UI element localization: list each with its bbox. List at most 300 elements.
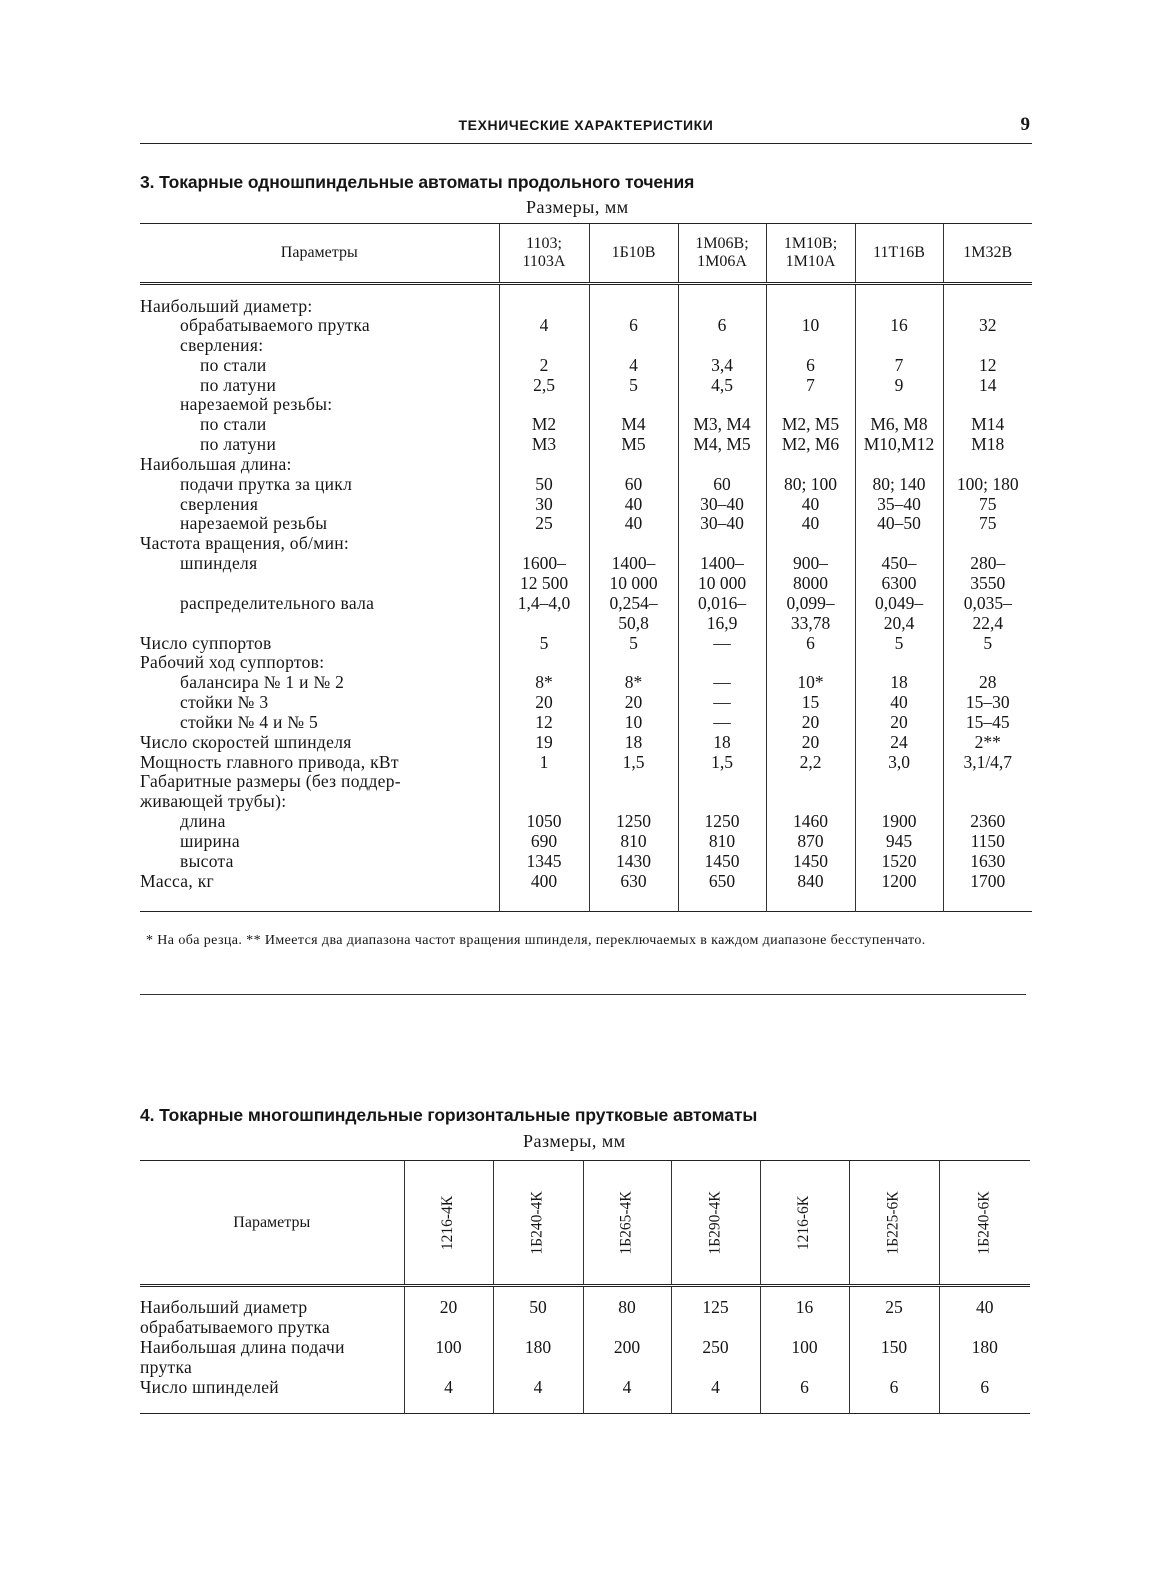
table-cell <box>499 772 589 792</box>
table-cell: 6300 <box>855 574 943 594</box>
table-cell: 1 <box>499 753 589 773</box>
table-cell <box>499 395 589 415</box>
table3-row <box>140 753 1032 773</box>
table-cell: 8000 <box>766 574 855 594</box>
table-cell: 650 <box>678 872 766 912</box>
table-cell: 2360 <box>943 812 1032 832</box>
table-cell: 20 <box>404 1286 493 1338</box>
table-cell <box>499 792 589 812</box>
table-cell <box>499 336 589 356</box>
table4-col-label: 1Б265-4К <box>618 1190 635 1255</box>
table3-row <box>140 733 1032 753</box>
table3-row <box>140 554 1032 574</box>
table-cell <box>766 336 855 356</box>
table-cell: 2 <box>499 356 589 376</box>
table4-header-row <box>140 1161 1030 1286</box>
table-cell <box>589 455 678 475</box>
table3-col-header <box>499 224 589 284</box>
table-cell: 18 <box>855 673 943 693</box>
row-label: Габаритные размеры (без поддер- <box>140 771 401 792</box>
table3-param-header: Параметры <box>140 224 499 284</box>
table-cell: 180 <box>493 1337 583 1377</box>
table-cell <box>943 534 1032 554</box>
table3-col-header <box>766 224 855 284</box>
table-cell <box>855 395 943 415</box>
table-cell <box>766 284 855 317</box>
table-cell: 25 <box>499 514 589 534</box>
table3-row <box>140 534 1032 554</box>
row-label: по латуни <box>200 434 277 455</box>
table3-row <box>140 634 1032 654</box>
table-cell: 80; 100 <box>766 475 855 495</box>
table-cell: 690 <box>499 832 589 852</box>
row-label: ширина <box>180 830 240 851</box>
table3-row <box>140 852 1032 872</box>
table3-header-row <box>140 224 1032 284</box>
table-cell <box>589 336 678 356</box>
table-cell <box>678 336 766 356</box>
table-cell <box>499 284 589 317</box>
table-cell: 10 <box>766 316 855 336</box>
table-cell: М3, М4 <box>678 415 766 435</box>
row-label: Наибольшая длина: <box>140 453 292 474</box>
table-cell: 1430 <box>589 852 678 872</box>
table-cell <box>766 455 855 475</box>
table-cell: 15 <box>766 693 855 713</box>
table-cell: 40–50 <box>855 514 943 534</box>
table-cell: — <box>678 634 766 654</box>
table-cell: 1150 <box>943 832 1032 852</box>
table4-body <box>140 1286 1030 1414</box>
row-label: по стали <box>200 414 267 435</box>
table3-row <box>140 693 1032 713</box>
table3-col-header-line: 1Б10В <box>611 244 656 261</box>
table-cell: 40 <box>589 495 678 515</box>
table-cell: 1400– <box>589 554 678 574</box>
row-label: Наибольший диаметр обрабатываемого прутка <box>140 1297 330 1337</box>
row-label: подачи прутка за цикл <box>180 473 353 494</box>
table-cell: 28 <box>943 673 1032 693</box>
table-cell: 810 <box>678 832 766 852</box>
row-label: по стали <box>200 354 267 375</box>
table-cell <box>678 455 766 475</box>
table3-row <box>140 673 1032 693</box>
table-cell: 1460 <box>766 812 855 832</box>
table3-col-header-line: 1103А <box>522 253 566 270</box>
table-cell <box>678 653 766 673</box>
table-cell: 4,5 <box>678 376 766 396</box>
table3-row <box>140 792 1032 812</box>
table-cell: 15–45 <box>943 713 1032 733</box>
table-cell: 945 <box>855 832 943 852</box>
table-cell <box>766 653 855 673</box>
table-cell <box>589 284 678 317</box>
table-cell <box>943 284 1032 317</box>
row-label: длина <box>180 811 226 832</box>
table-cell: 840 <box>766 872 855 912</box>
table-cell: 40 <box>939 1286 1030 1338</box>
table-cell: 20 <box>766 733 855 753</box>
table-cell: М2, М5 <box>766 415 855 435</box>
table-cell: 40 <box>589 514 678 534</box>
table-cell: 20,4 <box>855 614 943 634</box>
table-cell: 25 <box>849 1286 939 1338</box>
table4-col-header <box>404 1161 493 1286</box>
table-cell: 150 <box>849 1337 939 1377</box>
table3-row <box>140 415 1032 435</box>
table4-col-header <box>760 1161 849 1286</box>
row-label: высота <box>180 850 234 871</box>
table-cell: 450– <box>855 554 943 574</box>
table-cell <box>678 534 766 554</box>
table-cell: 6 <box>849 1377 939 1414</box>
table3-row <box>140 316 1032 336</box>
table3-col-header <box>855 224 943 284</box>
table-cell: 7 <box>855 356 943 376</box>
row-label: Масса, кг <box>140 870 214 891</box>
row-label: стойки № 4 и № 5 <box>180 711 319 732</box>
row-label: сверления <box>180 493 259 514</box>
table-cell <box>589 534 678 554</box>
table-cell: 80 <box>583 1286 671 1338</box>
table-cell: М2, М6 <box>766 435 855 455</box>
table-cell: 12 <box>499 713 589 733</box>
table4-param-header: Параметры <box>140 1161 404 1286</box>
table-cell: 100 <box>404 1337 493 1377</box>
table-cell: 14 <box>943 376 1032 396</box>
table-cell <box>943 395 1032 415</box>
table-cell: 15–30 <box>943 693 1032 713</box>
table4-col-header <box>939 1161 1030 1286</box>
table-cell: 20 <box>855 713 943 733</box>
table-cell: 30–40 <box>678 514 766 534</box>
table4-col-label: 1Б240-6К <box>975 1190 993 1255</box>
table-cell <box>589 792 678 812</box>
table-cell: 1600– <box>499 554 589 574</box>
table-cell <box>855 792 943 812</box>
table-cell: 125 <box>671 1286 760 1338</box>
table-cell: 40 <box>855 693 943 713</box>
table-cell: М3 <box>499 435 589 455</box>
row-label: балансира № 1 и № 2 <box>180 672 345 693</box>
table3-row <box>140 336 1032 356</box>
table-cell: 30–40 <box>678 495 766 515</box>
table-cell: 4 <box>589 356 678 376</box>
table-cell: 810 <box>589 832 678 852</box>
table3-row <box>140 574 1032 594</box>
table-cell: 2,2 <box>766 753 855 773</box>
table-cell <box>499 534 589 554</box>
table-cell: 1700 <box>943 872 1032 912</box>
running-header <box>140 114 1032 144</box>
table-cell: 16 <box>855 316 943 336</box>
table-cell: 5 <box>589 634 678 654</box>
table-cell: 16 <box>760 1286 849 1338</box>
table-cell: 180 <box>939 1337 1030 1377</box>
table-cell: 75 <box>943 495 1032 515</box>
table-cell: 0,254– <box>589 594 678 614</box>
table-cell: 60 <box>589 475 678 495</box>
table-cell: 1345 <box>499 852 589 872</box>
table3-row <box>140 356 1032 376</box>
table-cell: 1520 <box>855 852 943 872</box>
table-cell: 5 <box>499 634 589 654</box>
table4-col-label: 1216-6К <box>795 1195 813 1250</box>
table-cell <box>855 534 943 554</box>
table4-col-header <box>671 1161 760 1286</box>
table-cell: 1250 <box>589 812 678 832</box>
table3-col-header-line: 1М32В <box>963 244 1013 261</box>
table-cell: — <box>678 693 766 713</box>
table-cell: 2,5 <box>499 376 589 396</box>
table3-col-header <box>678 224 766 284</box>
table4-units: Размеры, мм <box>523 1131 626 1151</box>
table4-title: 4. Токарные многошпиндельные горизонтальные прутковые автоматы <box>140 1105 758 1125</box>
table3-body <box>140 284 1032 912</box>
table3-row <box>140 435 1032 455</box>
table4-col-header <box>493 1161 583 1286</box>
table-cell <box>678 284 766 317</box>
table-cell: 16,9 <box>678 614 766 634</box>
table3-row <box>140 455 1032 475</box>
table-cell: 100; 180 <box>943 475 1032 495</box>
table-cell: 10 000 <box>589 574 678 594</box>
table-cell: 6 <box>766 634 855 654</box>
table3 <box>140 223 1032 912</box>
table3-title: 3. Токарные одношпиндельные автоматы продольного точения <box>140 172 695 192</box>
table-cell: 870 <box>766 832 855 852</box>
table-cell: 60 <box>678 475 766 495</box>
table3-row <box>140 832 1032 852</box>
row-label: Мощность главного привода, кВт <box>140 751 399 772</box>
table4-col-label: 1Б290-4К <box>706 1190 724 1255</box>
table-cell: 6 <box>678 316 766 336</box>
table-cell: 24 <box>855 733 943 753</box>
table-cell: 1450 <box>766 852 855 872</box>
table-cell: 10 <box>589 713 678 733</box>
table-cell: 18 <box>678 733 766 753</box>
table-cell: 40 <box>766 495 855 515</box>
table4-row <box>140 1337 1030 1377</box>
table3-row <box>140 376 1032 396</box>
table-cell <box>766 395 855 415</box>
table3-row <box>140 495 1032 515</box>
table-cell: 19 <box>499 733 589 753</box>
table4-col-label: 1Б225-6К <box>885 1190 902 1255</box>
page-number: 9 <box>1020 114 1030 135</box>
table-cell <box>943 772 1032 792</box>
table4-col-label: 1Б240-4К <box>529 1190 546 1255</box>
table-cell <box>855 653 943 673</box>
table-cell: 0,049– <box>855 594 943 614</box>
table-cell: М4 <box>589 415 678 435</box>
table-cell: 0,035– <box>943 594 1032 614</box>
table-cell <box>943 792 1032 812</box>
table-cell: 20 <box>499 693 589 713</box>
table-cell: 10* <box>766 673 855 693</box>
table-cell <box>678 772 766 792</box>
table4-row <box>140 1286 1030 1338</box>
row-label: стойки № 3 <box>180 692 269 713</box>
row-label: живающей трубы): <box>140 791 287 812</box>
row-label <box>140 614 499 634</box>
table-cell: 3,4 <box>678 356 766 376</box>
row-label: Наибольшая длина подачи прутка <box>140 1337 345 1377</box>
row-label: Число шпинделей <box>140 1377 279 1397</box>
table3-row <box>140 872 1032 912</box>
table3-row <box>140 594 1032 614</box>
table-cell: 7 <box>766 376 855 396</box>
table-cell: 1400– <box>678 554 766 574</box>
table3-col-header-line: 1103; <box>526 235 562 252</box>
table-cell: 6 <box>760 1377 849 1414</box>
table-cell: — <box>678 673 766 693</box>
table-cell <box>943 336 1032 356</box>
table-cell: 6 <box>589 316 678 336</box>
row-label: шпинделя <box>180 553 258 574</box>
table-cell <box>943 455 1032 475</box>
table-cell: 75 <box>943 514 1032 534</box>
table-cell: 50 <box>499 475 589 495</box>
table3-col-header-line: 1М10В; <box>783 235 838 252</box>
row-label <box>140 574 499 594</box>
row-label: Наибольший диаметр: <box>140 296 313 316</box>
table-cell: 4 <box>499 316 589 336</box>
table-cell: 12 500 <box>499 574 589 594</box>
table-cell: 1050 <box>499 812 589 832</box>
table-cell: 12 <box>943 356 1032 376</box>
table-cell <box>855 455 943 475</box>
table-cell: 40 <box>766 514 855 534</box>
table-cell: 50 <box>493 1286 583 1338</box>
table3-row <box>140 395 1032 415</box>
table-cell: 35–40 <box>855 495 943 515</box>
table3-row <box>140 514 1032 534</box>
table3-row <box>140 653 1032 673</box>
table-cell: 280– <box>943 554 1032 574</box>
table-cell: 200 <box>583 1337 671 1377</box>
table-cell: 1,5 <box>589 753 678 773</box>
table-cell: 900– <box>766 554 855 574</box>
table-cell <box>943 653 1032 673</box>
table-cell: М5 <box>589 435 678 455</box>
table-cell <box>589 395 678 415</box>
table3-row <box>140 614 1032 634</box>
table4-col-label: 1216-4К <box>439 1195 457 1250</box>
table-cell: — <box>678 713 766 733</box>
row-label: нарезаемой резьбы: <box>180 394 333 415</box>
table-cell <box>855 772 943 792</box>
row-label: нарезаемой резьбы <box>180 513 328 534</box>
row-label: Частота вращения, об/мин: <box>140 533 350 554</box>
table-cell: 18 <box>589 733 678 753</box>
table-cell: 9 <box>855 376 943 396</box>
table4-col-header <box>849 1161 939 1286</box>
row-label: Число скоростей шпинделя <box>140 731 352 752</box>
table-cell: 2** <box>943 733 1032 753</box>
table-cell <box>855 284 943 317</box>
table3-row <box>140 772 1032 792</box>
table4-row <box>140 1377 1030 1414</box>
table-cell: М6, М8 <box>855 415 943 435</box>
row-label: сверления: <box>180 334 264 355</box>
table-cell: 1630 <box>943 852 1032 872</box>
table-cell <box>499 653 589 673</box>
table-cell: 0,099– <box>766 594 855 614</box>
table-cell: 0,016– <box>678 594 766 614</box>
table4-col-header <box>583 1161 671 1286</box>
table3-row <box>140 713 1032 733</box>
table-cell: 630 <box>589 872 678 912</box>
table-cell: 22,4 <box>943 614 1032 634</box>
table-cell: 400 <box>499 872 589 912</box>
table-cell <box>499 455 589 475</box>
table-cell: 20 <box>589 693 678 713</box>
table3-row <box>140 475 1032 495</box>
table-cell: 4 <box>404 1377 493 1414</box>
table-cell: 3,1/4,7 <box>943 753 1032 773</box>
table3-row <box>140 284 1032 317</box>
table-cell <box>678 792 766 812</box>
table-cell: 4 <box>671 1377 760 1414</box>
table-cell: 1450 <box>678 852 766 872</box>
table-cell: М4, М5 <box>678 435 766 455</box>
table3-units: Размеры, мм <box>526 197 629 217</box>
table-cell: 3,0 <box>855 753 943 773</box>
table3-footnote: * На оба резца. ** Имеется два диапазона частот вращения шпинделя, переключаемых в каждом диапазоне бесступенчато. <box>146 933 926 948</box>
table-cell: 4 <box>583 1377 671 1414</box>
table3-col-header-line: 11Т16В <box>873 244 925 261</box>
table-cell <box>766 792 855 812</box>
table-cell <box>678 395 766 415</box>
table-cell: 1200 <box>855 872 943 912</box>
table-cell <box>766 772 855 792</box>
table-cell: 80; 140 <box>855 475 943 495</box>
table-cell: 3550 <box>943 574 1032 594</box>
table-cell: 5 <box>589 376 678 396</box>
row-label: по латуни <box>200 374 277 395</box>
table4 <box>140 1160 1030 1414</box>
table-cell: 6 <box>939 1377 1030 1414</box>
table3-col-header-line: 1М06А <box>697 253 747 270</box>
table-cell <box>499 614 589 634</box>
table-cell: 8* <box>499 673 589 693</box>
table3-col-header <box>943 224 1032 284</box>
table-cell: 1,4–4,0 <box>499 594 589 614</box>
table-cell: 6 <box>766 356 855 376</box>
table3-col-header <box>589 224 678 284</box>
row-label: распределительного вала <box>180 592 375 613</box>
table-cell: М18 <box>943 435 1032 455</box>
table-cell <box>766 534 855 554</box>
table-cell: 100 <box>760 1337 849 1377</box>
table-cell: М10,М12 <box>855 435 943 455</box>
row-label: Рабочий ход суппортов: <box>140 652 325 673</box>
table-cell: 8* <box>589 673 678 693</box>
table3-col-header-line: 1М06В; <box>695 235 749 252</box>
section-divider <box>140 994 1026 995</box>
table-cell: 5 <box>943 634 1032 654</box>
table-cell: 50,8 <box>589 614 678 634</box>
table-cell: М14 <box>943 415 1032 435</box>
table-cell: 1,5 <box>678 753 766 773</box>
table3-col-header-line: 1М10А <box>785 253 836 270</box>
table-cell <box>855 336 943 356</box>
table-cell: 20 <box>766 713 855 733</box>
table-cell: 4 <box>493 1377 583 1414</box>
table-cell: 250 <box>671 1337 760 1377</box>
table-cell: 30 <box>499 495 589 515</box>
